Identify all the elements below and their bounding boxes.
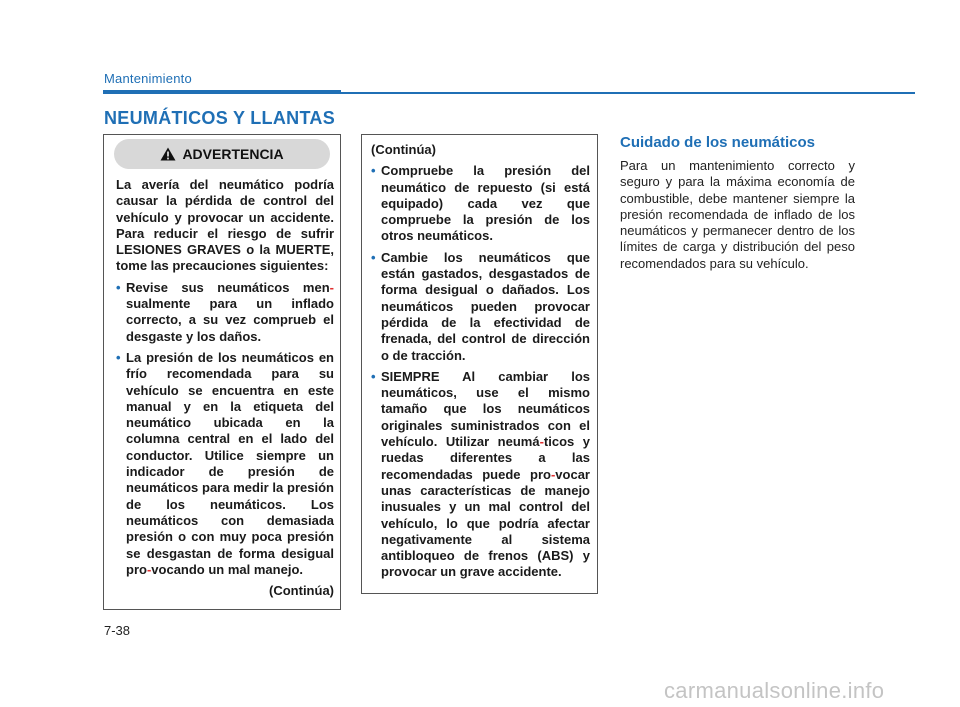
warning-bullet-1 [116, 280, 334, 345]
page-number: 7-38 [104, 623, 131, 638]
warning-box [103, 134, 341, 610]
chapter-title: NEUMÁTICOS Y LLANTAS [104, 108, 336, 128]
header-rule-thin [341, 92, 915, 94]
warning-header [114, 139, 330, 169]
warning-intro: La avería del neumático podría causar la pérdida de control del vehículo y provocar un accidente. Para reducir el riesgo de sufrir LESIONES GRAVES o la MUERTE, tome las precauciones siguientes: [116, 177, 334, 274]
warning-label: ADVERTENCIA [182, 146, 284, 162]
continuation-bullet-2 [371, 250, 590, 364]
warning-text [116, 177, 334, 599]
continues-label: (Continúa) [269, 583, 334, 599]
continuation-bullet-3 [371, 369, 590, 581]
warning-triangle-icon [160, 147, 176, 161]
continuation-heading: (Continúa) [371, 142, 436, 157]
watermark: carmanualsonline.info [664, 678, 885, 703]
tire-care-heading: Cuidado de los neumáticos [620, 134, 816, 151]
header-rule-thick [103, 90, 341, 94]
continuation-bullet-1-text: Compruebe la presión del neumático de repuesto (si está equipado) cada vez que compruebe la presión de los otros neumáticos. [381, 163, 590, 244]
continuation-text [371, 142, 590, 586]
continuation-bullet-3-text: SIEMPRE Al cambiar los neumáticos, use el mismo tamaño que los neumáticos originales suministrados con el vehículo. Utilizar neumá-ticos y ruedas diferentes a las recomendadas puede pro-vocar unas características de manejo inusuales y un mal control del vehículo, lo que podría afectar negativamente al sistema antibloqueo de frenos (ABS) y provocar un grave accidente. [381, 368, 590, 580]
continuation-box [361, 134, 598, 594]
warning-bullet-1-text: Revise sus neumáticos men-sualmente para un inflado correcto, a su vez comprueb el desgaste y los daños. [126, 279, 334, 344]
continuation-bullet-2-text: Cambie los neumáticos que están gastados, desgastados de forma desigual o dañados. Los neumáticos pueden provocar pérdida de la efectividad de frenada, del control de dirección o de tracción. [381, 249, 590, 363]
warning-list [116, 280, 334, 578]
warning-bullet-2-text: La presión de los neumáticos en frío recomendada para su vehículo se encuentra en este manual y en la etiqueta del neumático ubicada en la columna central en el lado del conductor. Utilice siempre un indicador de presión de neumáticos para medir la presión de los neumáticos. Los neumáticos con demasiada presión o con muy poca presión se desgastan de forma desigual pro-vocando un mal manejo. [126, 349, 334, 577]
warning-bullet-2 [116, 350, 334, 578]
continuation-list [371, 163, 590, 580]
section-label: Mantenimiento [104, 71, 192, 86]
tire-care-body: Para un mantenimiento correcto y seguro y para la máxima economía de combustible, debe mantener siempre la presión recomendada de inflado de los neumáticos y permanecer dentro de los límites de carga y distribución del peso recomendados para su vehículo. [620, 158, 855, 271]
continuation-bullet-1 [371, 163, 590, 244]
